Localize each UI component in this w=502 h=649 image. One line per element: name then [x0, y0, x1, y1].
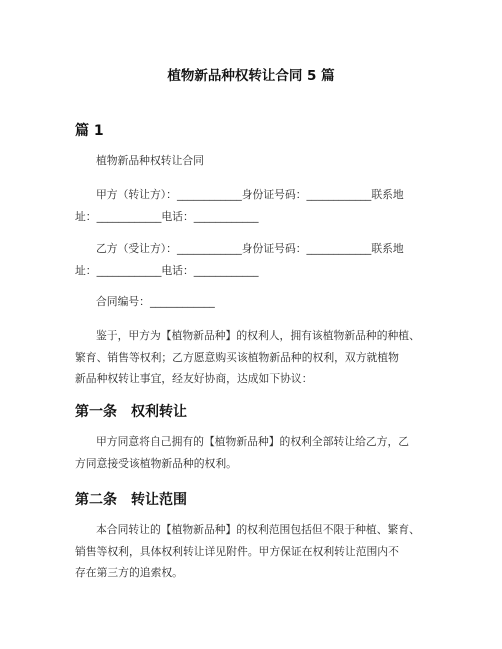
article-1-heading: 第一条 权利转让: [75, 404, 187, 420]
contract-number: [75, 291, 440, 313]
text-line: 址：____________电话：____________: [75, 263, 259, 277]
text-line: 甲方同意将自己拥有的【植物新品种】的权利全部转让给乙方，乙: [96, 435, 410, 448]
text-line: 合同编号：____________: [96, 295, 215, 308]
text-line: 销售等权利，具体权利转让详见附件。甲方保证在权利转让范围内不: [75, 544, 399, 558]
text-line: 新品种权转让事宜，经友好协商，达成如下协议：: [75, 372, 313, 385]
text-line: 本合同转让的【植物新品种】的权利范围包括但不限于种植、繁育、: [96, 523, 420, 536]
party-a-paragraph: [75, 184, 440, 227]
article-2-paragraph: [75, 519, 440, 584]
text-line: 甲方（转让方）：____________身份证号码：____________联系地: [96, 188, 404, 201]
contract-name: [75, 150, 440, 172]
text-line: 植物新品种权转让合同: [96, 154, 204, 167]
text-line: 址：____________电话：____________: [75, 209, 259, 223]
text-line: 繁育、销售等权利；乙方愿意购买该植物新品种的权利，双方就植物: [75, 350, 399, 364]
document-title: 植物新品种权转让合同 5 篇: [167, 68, 335, 84]
text-line: 乙方（受让方）：____________身份证号码：____________联系地: [96, 242, 404, 255]
text-line: 鉴于，甲方为【植物新品种】的权利人，拥有该植物新品种的种植、: [96, 329, 420, 342]
section-heading: 篇 1: [75, 123, 104, 139]
article-1-paragraph: [75, 431, 440, 474]
preamble-paragraph: [75, 325, 440, 390]
article-2-heading: 第二条 转让范围: [75, 492, 187, 508]
text-line: 存在第三方的追索权。: [75, 566, 183, 579]
text-line: 方同意接受该植物新品种的权利。: [75, 456, 237, 470]
party-b-paragraph: [75, 238, 440, 281]
